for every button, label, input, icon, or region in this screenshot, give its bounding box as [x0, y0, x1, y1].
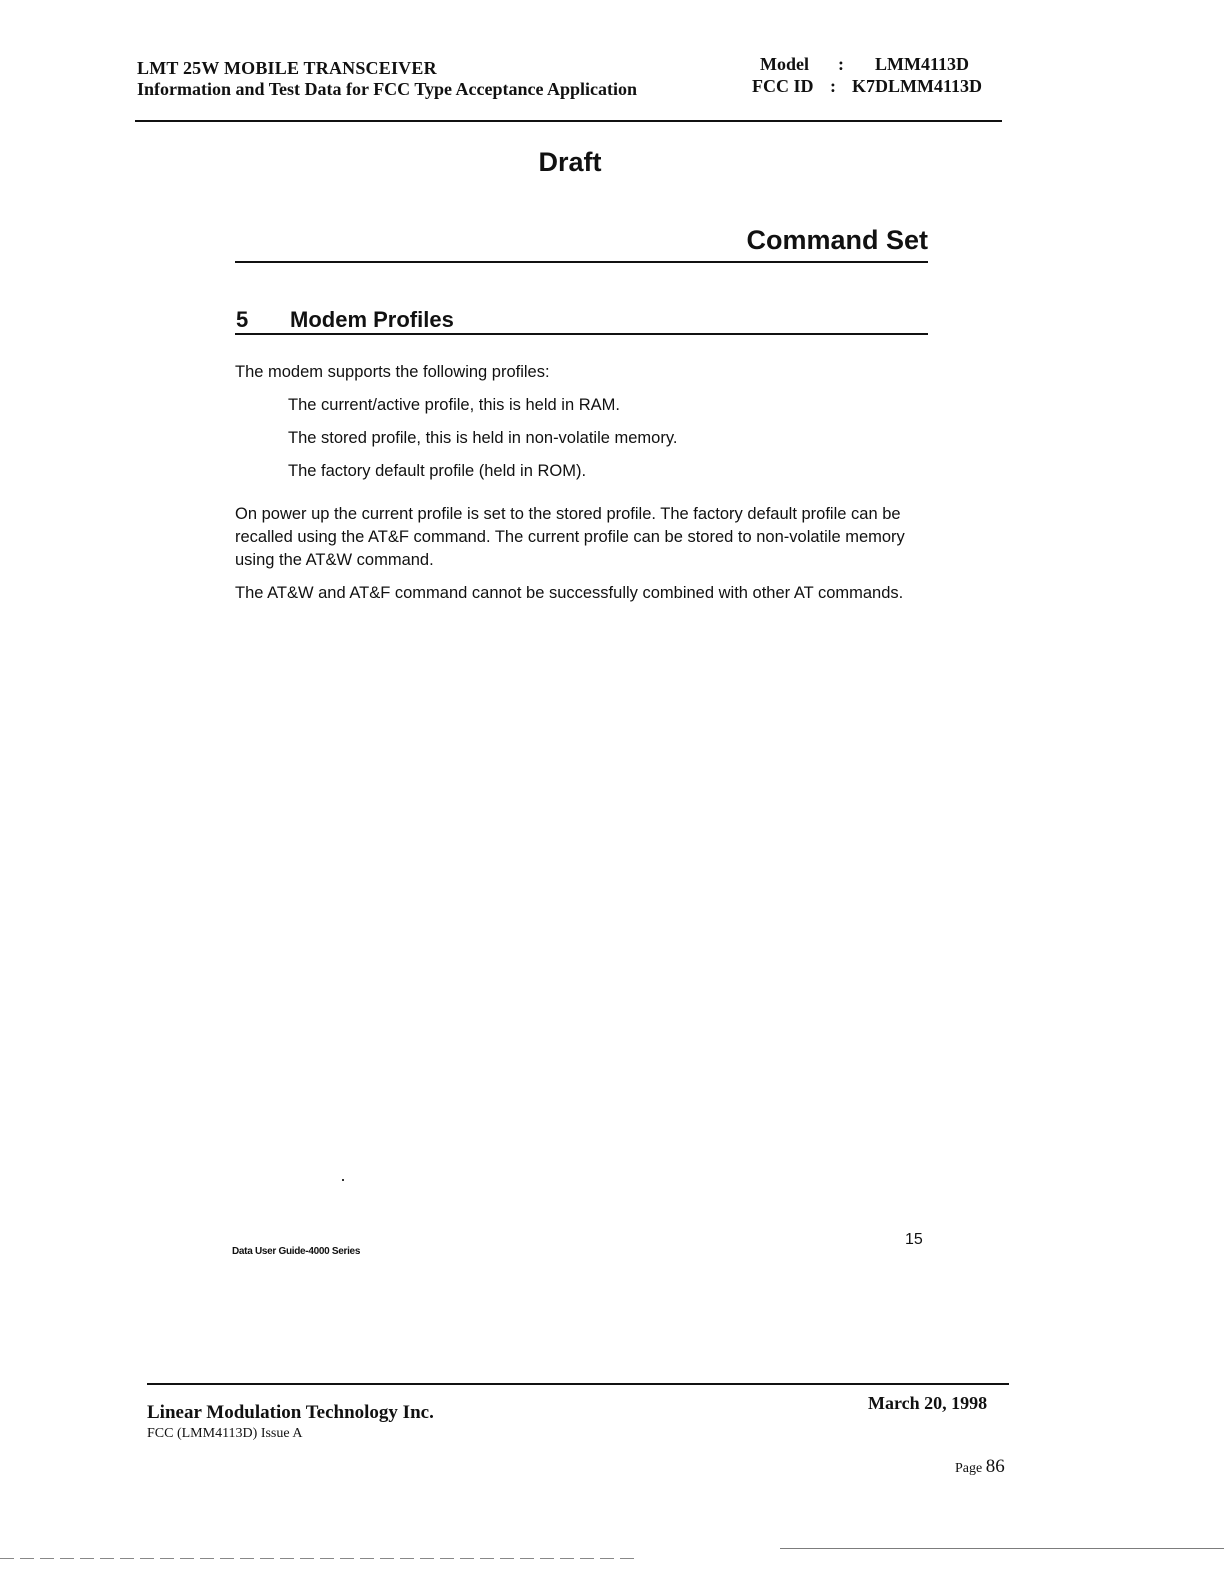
guide-footer-label: Data User Guide-4000 Series	[232, 1246, 361, 1257]
command-combination-paragraph: The AT&W and AT&F command cannot be successfully combined with other AT commands.	[235, 584, 904, 602]
company-name: Linear Modulation Technology Inc.	[147, 1402, 434, 1423]
issue-label: FCC (LMM4113D) Issue A	[147, 1426, 303, 1441]
chapter-title: Command Set	[746, 225, 928, 255]
profile-item-factory: The factory default profile (held in ROM).	[288, 462, 587, 480]
profile-item-current: The current/active profile, this is held in RAM.	[288, 396, 620, 414]
document-date: March 20, 1998	[868, 1393, 988, 1413]
section-number: 5	[236, 307, 249, 332]
model-colon: :	[838, 54, 844, 74]
profiles-intro: The modem supports the following profiles:	[235, 363, 550, 381]
page-label: Page	[955, 1461, 983, 1476]
fcc-id-colon: :	[830, 76, 836, 96]
fcc-id-value: K7DLMM4113D	[852, 76, 982, 96]
chapter-divider	[235, 261, 928, 263]
scan-artifact-line	[780, 1548, 1224, 1549]
scan-speck	[342, 1179, 344, 1181]
profile-item-stored: The stored profile, this is held in non-volatile memory.	[288, 429, 678, 447]
page-number: 86	[985, 1456, 1005, 1477]
document-header-title: LMT 25W MOBILE TRANSCEIVER	[137, 58, 437, 78]
scan-artifact-line	[0, 1558, 640, 1559]
page-indicator	[955, 1456, 1005, 1478]
header-divider	[135, 120, 1002, 122]
document-header-subtitle: Information and Test Data for FCC Type Acceptance Application	[137, 79, 638, 99]
model-label: Model	[760, 54, 809, 74]
fcc-id-label: FCC ID	[752, 76, 814, 96]
footer-divider	[147, 1383, 1009, 1385]
section-divider	[235, 333, 928, 335]
power-up-paragraph: On power up the current profile is set to the stored profile. The factory default profile can be recalled using the AT&F command. The current profile can be stored to non-volatile memory using the AT&W command.	[235, 505, 905, 569]
inner-page-number: 15	[905, 1231, 923, 1248]
draft-label: Draft	[538, 147, 602, 177]
section-title: Modem Profiles	[290, 307, 454, 332]
model-value: LMM4113D	[875, 54, 969, 74]
